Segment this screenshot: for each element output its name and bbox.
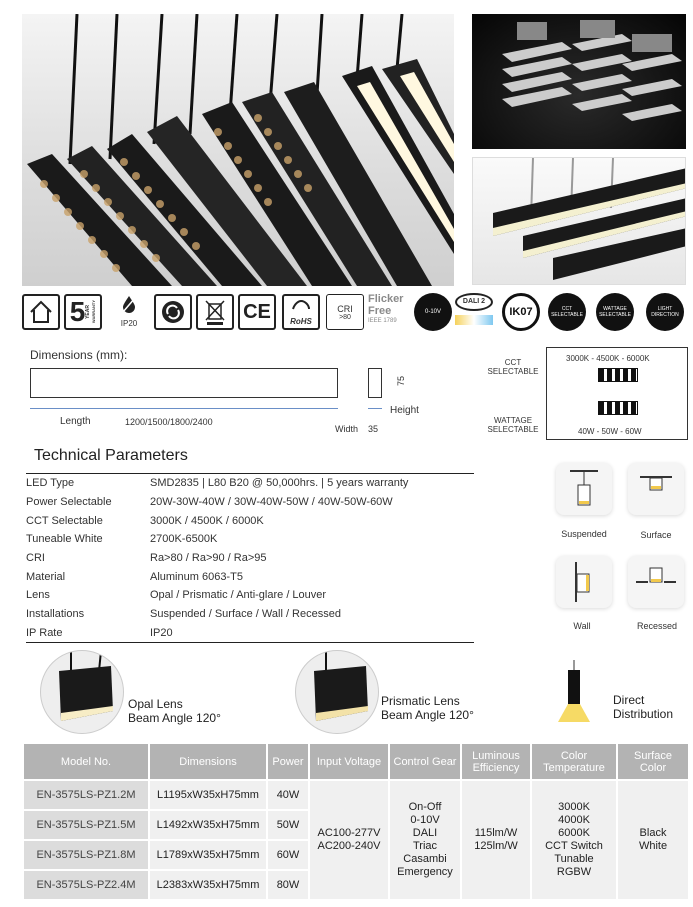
model-table [22,742,690,901]
tech-row: CRI Ra>80 / Ra>90 / Ra>95 [26,552,267,565]
header-color-temp: Color Temperature [531,743,617,780]
indoor-use-icon [22,294,60,330]
wattage-values: 40W - 50W - 60W [578,427,642,436]
ip20-icon [110,294,148,330]
installation-photo [472,157,686,285]
surface-label: Surface [640,530,672,540]
prismatic-lens-label: Prismatic Lens [381,694,460,708]
header-model: Model No. [23,743,149,780]
recycle-icon [154,294,192,330]
voltage-cell: AC100-277V AC200-240V [309,780,389,900]
dimming-icon: 0-10V [414,293,452,331]
model-dimensions: L1195xW35xH75mm [149,780,267,810]
opal-lens-image [40,650,124,734]
flicker-title: Flicker Free [368,293,404,317]
cct-switch-icon [598,368,638,382]
cri-value: >80 [339,313,351,321]
dimensions-title: Dimensions (mm): [30,348,128,362]
table-row [23,780,689,810]
tech-params-table [26,473,474,643]
warranty-label: WARRANTY [91,300,97,324]
dali-icon: DALI 2 [455,293,495,331]
section-drawing [368,368,382,398]
model-power: 60W [267,840,309,870]
tech-row: LED Type SMD2835 | L80 B20 @ 50,000hrs. | 5 years warranty [26,477,409,490]
model-number: EN-3575LS-PZ1.5M [23,810,149,840]
opal-beam-angle: Beam Angle 120° [128,711,221,725]
weee-bin-icon [196,294,234,330]
length-dimension-line [30,408,338,409]
height-label: Height [390,405,419,416]
year-label: YEAR [85,305,92,319]
flicker-sub: IEEE 1789 [368,318,397,324]
header-efficiency: Luminous Efficiency [461,743,531,780]
length-values: 1200/1500/1800/2400 [125,417,213,427]
model-power: 80W [267,870,309,900]
wall-install-icon [556,556,612,608]
length-bar-drawing [30,368,338,398]
cri-icon [326,294,364,330]
rohs-label: RoHS [290,316,312,326]
header-power: Power [267,743,309,780]
direct-label: Direct [613,693,645,707]
prismatic-lens-image [295,650,379,734]
surface-install-icon [628,463,684,515]
wattage-selectable-label: WATTAGE SELECTABLE [487,416,539,434]
tech-row: Power Selectable 20W-30W-40W / 30W-40W-50W / 40W-50W-60W [26,496,393,509]
wall-label: Wall [573,621,591,631]
header-input-voltage: Input Voltage [309,743,389,780]
rohs-icon [282,294,320,330]
opal-lens-label: Opal Lens [128,697,183,711]
control-gear-cell: On-Off 0-10V DALI Triac Casambi Emergency [389,780,461,900]
cri-label: CRI [337,303,353,314]
model-dimensions: L1492xW35xH75mm [149,810,267,840]
header-dimensions: Dimensions [149,743,267,780]
efficiency-cell: 115lm/W 125lm/W [461,780,531,900]
wattage-selectable-icon: WATTAGE SELECTABLE [596,293,634,331]
model-dimensions: L1789xW35xH75mm [149,840,267,870]
warranty-icon: 5 YEAR WARRANTY [64,294,102,330]
model-power: 40W [267,780,309,810]
width-label: Width [335,424,359,434]
tech-row: IP Rate IP20 [26,626,173,639]
model-table-header [23,743,689,780]
ce-icon: CE [238,294,276,330]
recessed-label: Recessed [636,621,678,631]
flicker-free-badge [368,293,412,324]
width-dimension-line [368,408,382,409]
cct-selectable-label: CCT SELECTABLE [487,358,539,376]
length-label: Length [60,416,91,427]
tech-row: Lens Opal / Prismatic / Anti-glare / Louver [26,589,327,602]
cct-values: 3000K - 4500K - 6000K [566,354,650,363]
height-value: 75 [396,375,407,387]
surface-color-cell: Black White [617,780,689,900]
color-temp-cell: 3000K 4000K 6000K CCT Switch Tunable RGBW [531,780,617,900]
prismatic-beam-angle: Beam Angle 120° [381,708,474,722]
hero-product-image [22,14,454,286]
cct-selectable-icon: CCT SELECTABLE [548,293,586,331]
suspended-install-icon [556,463,612,515]
tech-params-title: Technical Parameters [34,447,188,464]
accessories-photo [472,14,686,149]
tech-row: Installations Suspended / Surface / Wall / Recessed [26,608,341,621]
distribution-label: Distribution [613,707,674,721]
recessed-install-icon [628,556,684,608]
tech-row: CCT Selectable 3000K / 4500K / 6000K [26,514,264,527]
model-number: EN-3575LS-PZ1.8M [23,840,149,870]
header-surface-color: Surface Color [617,743,689,780]
light-direction-icon: LIGHT DIRECTION [646,293,684,331]
width-value: 35 [368,424,379,434]
model-number: EN-3575LS-PZ1.2M [23,780,149,810]
model-power: 50W [267,810,309,840]
wattage-switch-icon [598,401,638,415]
header-control-gear: Control Gear [389,743,461,780]
direct-distribution-icon [556,660,592,726]
ik07-icon: IK07 [502,293,540,331]
ip20-label: IP20 [120,319,138,328]
model-number: EN-3575LS-PZ2.4M [23,870,149,900]
suspended-label: Suspended [561,529,607,539]
tech-row: Tuneable White 2700K-6500K [26,533,218,546]
tech-row: Material Aluminum 6063-T5 [26,570,243,583]
model-dimensions: L2383xW35xH75mm [149,870,267,900]
